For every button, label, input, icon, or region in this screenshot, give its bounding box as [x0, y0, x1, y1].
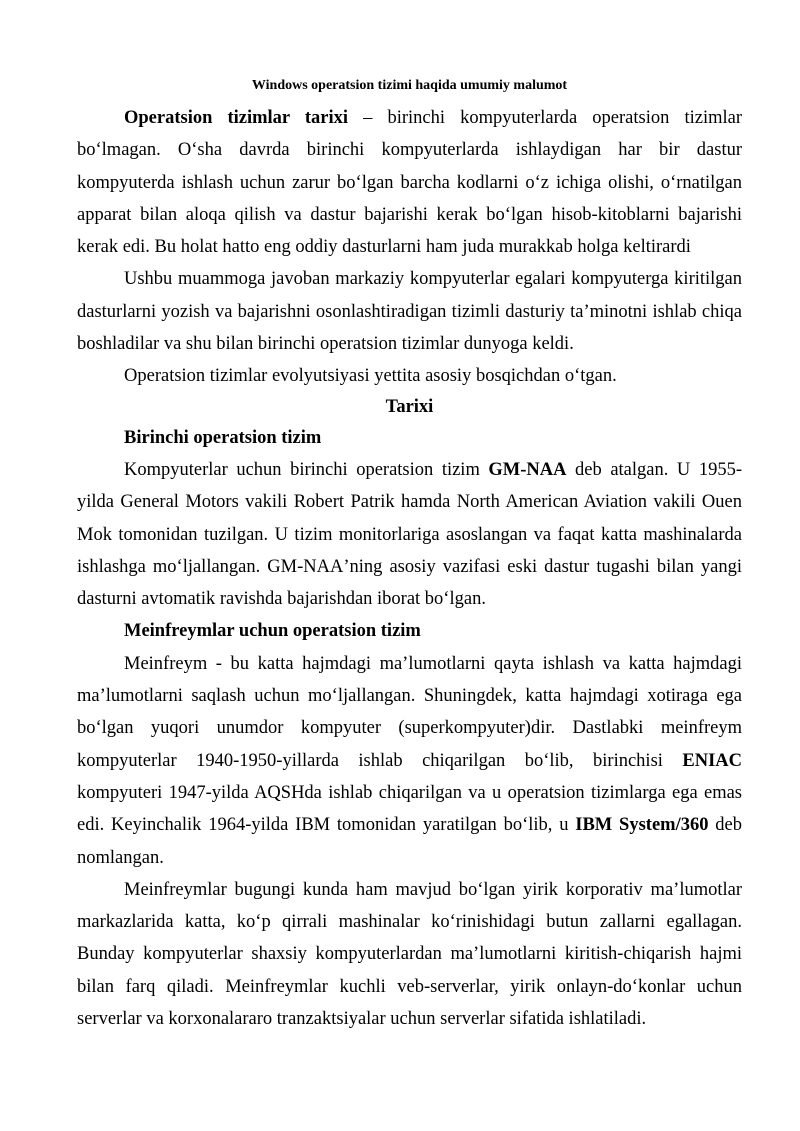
- intro-paragraph-1: [77, 102, 742, 263]
- mainframe-p1-after: deb nomlangan.: [77, 815, 742, 868]
- mainframe-p1-before: Meinfreym - bu katta hajmdagi maʼlumotlarni qayta ishlash va katta hajmdagi maʼlumotlarni saqlash uchun moʻljallangan. Shuningdek, katta hajmdagi xotiraga ega boʻlgan yuqori unumdor kompyuter (superkompyuter)dir. Dastlabki meinfreym kompyuterlar 1940-1950-yillarda ishlab chiqarilgan boʻlib, birinchisi: [77, 653, 742, 771]
- document-title: Windows operatsion tizimi haqida umumiy malumot: [251, 78, 568, 93]
- mainframe-eniac: ENIAC: [682, 750, 742, 771]
- first-os-text-after: deb atalgan. U 1955-yilda General Motors vakili Robert Patrik hamda North American Aviation vakili Ouen Mok tomonidan tuzilgan. U tizim monitorlariga asoslangan va faqat katta mashinalarda ishlashga moʻljallangan. GM-NAAʼning asosiy vazifasi eski dastur tugashi bilan yangi dasturni avtomatik ravishda bajarishdan iborat boʻlgan.: [77, 459, 742, 610]
- intro-paragraph-1-text: – birinchi kompyuterlarda operatsion tizimlar boʻlmagan. Oʻsha davrda birinchi kompyuterlarda ishlaydigan har bir dastur kompyuterda ishlash uchun zarur boʻlgan barcha kodlarni oʻz ichiga olishi, oʻrnatilgan apparat bilan aloqa qilish va dastur bajarishi kerak boʻlgan hisob-kitoblarni bajarishi kerak edi. Bu holat hatto eng oddiy dasturlarni ham juda murakkab holga keltirardi: [77, 108, 742, 258]
- mainframe-paragraph-2: Meinfreymlar bugungi kunda ham mavjud boʻlgan yirik korporativ maʼlumotlar markazlarida katta, koʻp qirrali mashinalar koʻrinishidagi butun zallarni egallagan. Bunday kompyuterlar shaxsiy kompyuterlardan maʼlumotlarni kiritish-chiqarish hajmi bilan farq qiladi. Meinfreymlar kuchli veb-serverlar, yirik onlayn-doʻkonlar uchun serverlar va korxonalararo tranzaktsiyalar uchun serverlar sifatida ishlatiladi.: [77, 879, 742, 1030]
- mainframe-paragraph-1: [77, 648, 742, 874]
- first-os-text-before: Kompyuterlar uchun birinchi operatsion tizim: [124, 459, 489, 480]
- section-heading: Tarixi: [385, 396, 434, 417]
- first-os-heading: Birinchi operatsion tizim: [124, 427, 322, 448]
- intro-term: Operatsion tizimlar tarixi: [124, 108, 349, 128]
- mainframe-ibm-system: IBM System/360: [575, 815, 709, 836]
- first-os-name: GM-NAA: [488, 459, 567, 480]
- intro-paragraph-2: Ushbu muammoga javoban markaziy kompyuterlar egalari kompyuterga kiritilgan dasturlarni yozish va bajarishni osonlashtiradigan tizimli dasturiy taʼminotni ishlab chiqa boshladilar va shu bilan birinchi operatsion tizimlar dunyoga keldi.: [77, 269, 742, 355]
- intro-paragraph-3: Operatsion tizimlar evolyutsiyasi yettita asosiy bosqichdan oʻtgan.: [124, 366, 617, 387]
- mainframe-p1-middle: kompyuteri 1947-yilda AQSHda ishlab chiqarilgan va u operatsion tizimlarga ega emas edi. Keyinchalik 1964-yilda IBM tomonidan yaratilgan boʻlib, u: [77, 782, 742, 836]
- mainframe-heading: Meinfreymlar uchun operatsion tizim: [124, 621, 421, 642]
- first-os-paragraph: [77, 454, 742, 615]
